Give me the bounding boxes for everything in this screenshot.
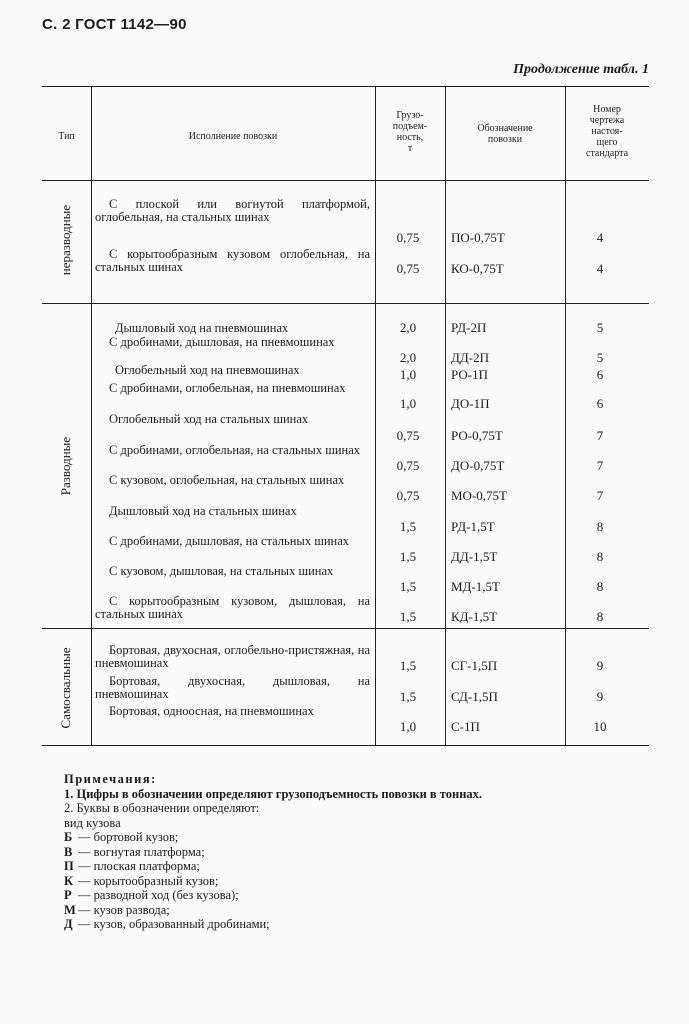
row-designation: КО-0,75Т — [451, 261, 504, 276]
page-header: С. 2 ГОСТ 1142—90 — [42, 16, 187, 33]
column-header-drawing: Номер чертежа настоя- щего стандарта — [585, 104, 629, 159]
row-variant: Бортовая, двухосная, оглобельно-пристяжная, на пневмошинах — [95, 643, 370, 670]
column-divider — [445, 86, 446, 745]
row-capacity: 0,75 — [396, 458, 420, 473]
group-label-separable: Разводные — [58, 436, 73, 496]
row-designation: РД-1,5Т — [451, 519, 495, 534]
row-drawing-number: 7 — [596, 458, 604, 473]
row-designation: ДД-1,5Т — [451, 549, 498, 564]
row-drawing-number: 8 — [596, 579, 604, 594]
row-capacity: 1,0 — [399, 396, 417, 411]
row-capacity: 1,0 — [399, 719, 417, 734]
row-drawing-number: 10 — [593, 719, 607, 734]
row-designation: РО-1П — [451, 367, 488, 382]
row-drawing-number: 8 — [596, 519, 604, 534]
letter-code: В — [64, 844, 73, 859]
row-drawing-number: 4 — [596, 261, 604, 276]
note-item-1: 1. Цифры в обозначении определяют грузоподъемность повозки в тоннах. — [64, 786, 483, 801]
row-designation: РД-2П — [451, 320, 487, 335]
row-variant: С дробинами, оглобельная, на стальных шинах — [109, 443, 360, 457]
row-designation: ДО-1П — [451, 396, 490, 411]
row-drawing-number: 9 — [596, 689, 604, 704]
letter-meaning: — бортовой кузов; — [78, 830, 179, 844]
letter-definition — [64, 830, 664, 845]
notes-section — [64, 772, 664, 932]
letter-code: К — [64, 873, 74, 888]
row-capacity: 0,75 — [396, 428, 420, 443]
row-capacity: 0,75 — [396, 488, 420, 503]
letter-meaning: — плоская платформа; — [78, 859, 200, 873]
table-bottom-rule — [42, 745, 649, 746]
table-top-rule — [42, 86, 649, 87]
row-drawing-number: 5 — [596, 320, 604, 335]
note-item-2: 2. Буквы в обозначении определяют: — [64, 801, 260, 815]
column-divider — [565, 86, 566, 745]
group-label-dump: Самосвальные — [58, 647, 73, 729]
row-variant: С дробинами, дышловая, на пневмошинах — [109, 335, 335, 349]
row-drawing-number: 4 — [596, 230, 604, 245]
column-header-type: Тип — [58, 131, 75, 142]
header-bottom-rule — [42, 180, 649, 181]
letter-meaning: — кузов, образованный дробинами; — [78, 917, 270, 931]
letter-code: Р — [64, 888, 72, 902]
row-designation: СГ-1,5П — [451, 658, 498, 673]
row-variant: С плоской или вогнутой платформой, оглобельная, на стальных шинах — [95, 197, 370, 224]
row-designation: МД-1,5Т — [451, 579, 500, 594]
row-variant: Дышловый ход на пневмошинах — [115, 321, 289, 335]
table-continuation-label: Продолжение табл. 1 — [513, 62, 649, 77]
column-header-designation: Обозначение повозки — [477, 123, 533, 145]
row-variant: Бортовая, одноосная, на пневмошинах — [109, 704, 314, 718]
row-variant: Бортовая, двухосная, дышловая, на пневмошинах — [95, 674, 370, 701]
row-capacity: 1,5 — [399, 579, 417, 594]
row-drawing-number: 9 — [596, 658, 604, 673]
letter-code: Д — [64, 917, 73, 931]
row-variant: Оглобельный ход на стальных шинах — [109, 412, 309, 426]
letter-definition — [64, 845, 664, 860]
column-divider — [91, 86, 92, 745]
row-designation: МО-0,75Т — [451, 488, 507, 503]
row-capacity: 1,0 — [399, 367, 417, 382]
column-divider — [375, 86, 376, 745]
letter-code: П — [64, 859, 74, 873]
row-drawing-number: 5 — [596, 350, 604, 365]
row-designation: ДО-0,75Т — [451, 458, 505, 473]
letter-meaning: — корытообразный кузов; — [78, 873, 219, 888]
row-variant: С дробинами, дышловая, на стальных шинах — [109, 534, 350, 548]
row-designation: ДД-2П — [451, 350, 489, 365]
letter-definition — [64, 888, 664, 903]
row-capacity: 2,0 — [399, 350, 417, 365]
note-item-2-sub: вид кузова — [64, 815, 121, 830]
letter-meaning: — разводной ход (без кузова); — [78, 888, 239, 902]
row-designation: КД-1,5Т — [451, 609, 498, 624]
row-designation: СД-1,5П — [451, 689, 498, 704]
row-drawing-number: 8 — [596, 609, 604, 624]
row-capacity: 1,5 — [399, 609, 417, 624]
row-capacity: 0,75 — [396, 230, 420, 245]
row-variant: С корытообразным кузовом, дышловая, на стальных шинах — [95, 594, 370, 621]
row-drawing-number: 7 — [596, 488, 604, 503]
row-capacity: 2,0 — [399, 320, 417, 335]
column-header-capacity: Грузо- подъем- ность, т — [392, 110, 428, 154]
letter-definition — [64, 874, 664, 889]
row-variant: С дробинами, оглобельная, на пневмошинах — [109, 381, 346, 395]
row-designation: ПО-0,75Т — [451, 230, 505, 245]
letter-meaning: — кузов развода; — [78, 902, 170, 917]
letter-code: М — [64, 902, 76, 917]
row-designation: С-1П — [451, 719, 480, 734]
row-drawing-number: 7 — [596, 428, 604, 443]
row-capacity: 1,5 — [399, 549, 417, 564]
row-capacity: 1,5 — [399, 519, 417, 534]
notes-title: Примечания: — [64, 772, 157, 786]
row-designation: РО-0,75Т — [451, 428, 503, 443]
row-variant: С кузовом, оглобельная, на стальных шинах — [109, 473, 345, 487]
group-divider — [42, 628, 649, 629]
letter-definition — [64, 917, 664, 932]
row-variant: Дышловый ход на стальных шинах — [109, 504, 297, 518]
letter-code: Б — [64, 830, 73, 844]
letter-definition — [64, 859, 664, 874]
row-capacity: 1,5 — [399, 689, 417, 704]
letter-meaning: — вогнутая платформа; — [78, 844, 205, 859]
group-divider — [42, 303, 649, 304]
row-variant: С корытообразным кузовом оглобельная, на стальных шинах — [95, 247, 370, 274]
group-label-nonseparable: неразводные — [58, 204, 73, 276]
row-drawing-number: 6 — [596, 396, 604, 411]
row-variant: С кузовом, дышловая, на стальных шинах — [109, 564, 334, 578]
row-drawing-number: 6 — [596, 367, 604, 382]
row-drawing-number: 8 — [596, 549, 604, 564]
letter-definition — [64, 903, 664, 918]
column-header-variant: Исполнение повозки — [188, 131, 278, 142]
row-capacity: 1,5 — [399, 658, 417, 673]
row-variant: Оглобельный ход на пневмошинах — [115, 363, 300, 377]
row-capacity: 0,75 — [396, 261, 420, 276]
